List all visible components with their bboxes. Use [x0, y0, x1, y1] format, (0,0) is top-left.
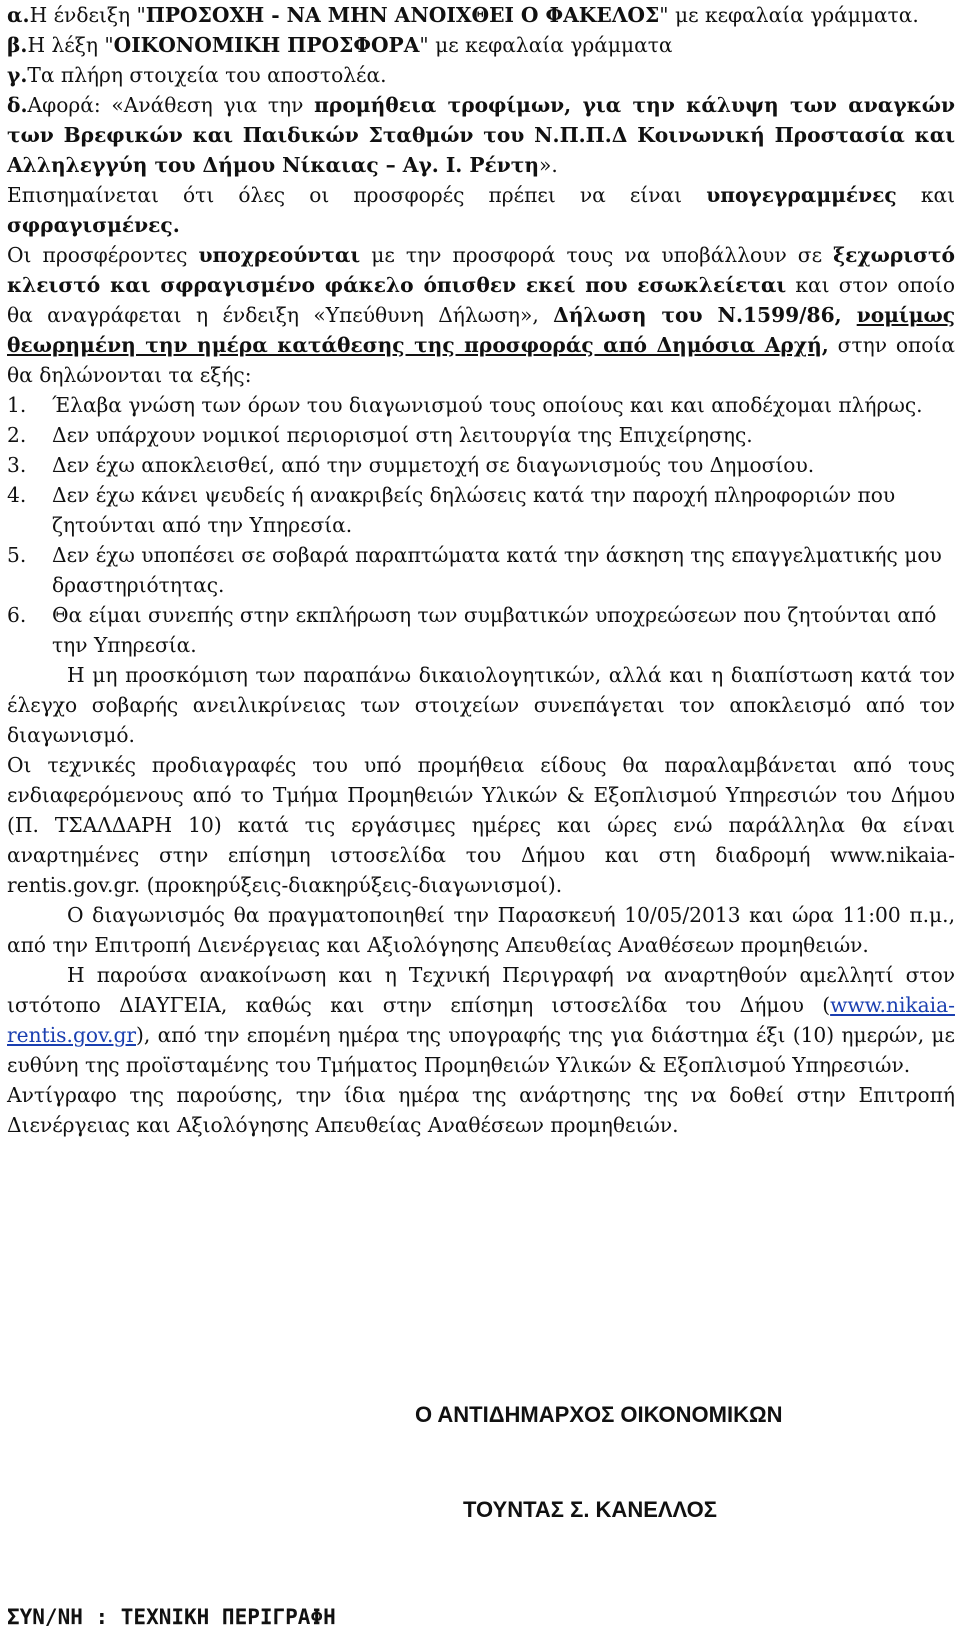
date-paragraph: Ο διαγωνισμός θα πραγματοποιηθεί την Παρασκευή 10/05/2013 και ώρα 11:00 π.μ., από την Επιτροπή Διενέργειας και Αξιολόγησης Απευθείας Αναθέσεων προμηθειών. [7, 903, 955, 957]
list-text: Δεν υπάρχουν νομικοί περιορισμοί στη λειτουργία της Επιχείρησης. [52, 423, 753, 447]
bold-run: , [821, 333, 829, 357]
list-number: 1. [7, 393, 27, 417]
signature-notice [7, 180, 955, 240]
list-number: 2. [7, 423, 27, 447]
notice-text: και [896, 183, 955, 207]
list-text: Έλαβα γνώση των όρων του διαγωνισμού τους οποίους και και αποδέχομαι πλήρως. [52, 393, 923, 417]
item-label: α. [7, 3, 30, 27]
list-number: 5. [7, 543, 27, 567]
item-bold-text: ΟΙΚΟΝΟΜΙΚΗ ΠΡΟΣΦΟΡΑ [113, 33, 420, 57]
item-text: " με κεφαλαία γράμματα [419, 33, 673, 57]
item-label: δ. [7, 93, 28, 117]
text-run: στην οποία θα δηλώνονται τα εξής: [7, 333, 955, 387]
declarations-list [7, 390, 955, 660]
specs-paragraph: Οι τεχνικές προδιαγραφές του υπό προμήθεια είδους θα παραλαμβάνεται από τους ενδιαφερόμενους από το Τμήμα Προμηθειών Υλικών & Εξοπλισμού Υπηρεσιών του Δήμου (Π. ΤΣΑΛΔΑΡΗ 10) κατά τις εργάσιμες ημέρες και ώρες ενώ παράλληλα θα είναι αναρτημένες στην επίσημη ιστοσελίδα του Δήμου και στη διαδρομή www.nikaia-rentis.gov.gr. (προκηρύξεις-διακηρύξεις-διαγωνισμοί). [7, 753, 955, 897]
list-item [7, 390, 955, 420]
list-item [7, 540, 955, 600]
non-submission-paragraph: Η μη προσκόμιση των παραπάνω δικαιολογητικών, αλλά και η διαπίστωση κατά τον έλεγχο σοβαρής ανειλικρίνειας των στοιχείων συνεπάγεται τον αποκλεισμό από τον διαγωνισμό. [7, 663, 955, 747]
text-run: Η παρούσα ανακοίνωση και η Τεχνική Περιγραφή να αναρτηθούν αμελλητί στον ιστότοπο ΔΙΑΥΓΕΙΑ, καθώς και στην επίσημη ιστοσελίδα του Δήμου ( [7, 963, 955, 1017]
list-number: 6. [7, 603, 27, 627]
bold-run: ξεχωριστό κλειστό και σφραγισμένο φάκελο όπισθεν εκεί που εσωκλείεται [7, 243, 955, 297]
text-run: και στον οποίο θα αναγράφεται η ένδειξη «Υπεύθυνη Δήλωση», [7, 273, 956, 327]
list-text: Θα είμαι συνεπής στην εκπλήρωση των συμβατικών υποχρεώσεων που ζητούνται από την Υπηρεσία. [52, 603, 937, 657]
item-text: Η ένδειξη " [29, 3, 146, 27]
envelope-item-d [7, 90, 955, 180]
attachment-note: ΣΥΝ/ΝΗ : ΤΕΧΝΙΚΗ ΠΕΡΙΓΡΑΦΗ [7, 1605, 336, 1629]
posting-paragraph [7, 960, 955, 1080]
item-bold-text: ΠΡΟΣΟΧΗ - ΝΑ ΜΗΝ ΑΝΟΙΧΘΕΙ Ο ΦΑΚΕΛΟΣ [145, 3, 660, 27]
website-link[interactable]: www.nikaia-rentis.gov.gr [7, 993, 955, 1047]
item-text: Η λέξη " [27, 33, 114, 57]
list-item [7, 450, 955, 480]
bold-run: υποχρεούνται [198, 243, 361, 267]
list-item [7, 600, 955, 660]
bold-run: Δήλωση του Ν.1599/86, [553, 303, 857, 327]
item-text: " με κεφαλαία γράμματα. [659, 3, 919, 27]
item-text: Τα πλήρη στοιχεία του αποστολέα. [27, 63, 387, 87]
notice-bold-text: υπογεγραμμένες [706, 183, 897, 207]
item-text: ». [539, 153, 558, 177]
envelope-item-a [7, 0, 955, 30]
text-run: Οι προσφέροντες [7, 243, 199, 267]
signatory-title: Ο ΑΝΤΙΔΗΜΑΡΧΟΣ ΟΙΚΟΝΟΜΙΚΩΝ [415, 1402, 783, 1427]
text-run: ), από την επομένη ημέρα της υπογραφής της για διάστημα έξι (10) ημερών, με ευθύνη της προϊσταμένης του Τμήματος Προμηθειών Υλικών & Εξοπλισμού Υπηρεσιών. [7, 1023, 955, 1077]
copy-paragraph: Αντίγραφο της παρούσης, την ίδια ημέρα της ανάρτησης της να δοθεί στην Επιτροπή Διενέργειας και Αξιολόγησης Απευθείας Αναθέσεων προμηθειών. [7, 1083, 955, 1137]
item-text: Αφορά: «Ανάθεση για την [27, 93, 315, 117]
text-run: με την προσφορά τους να υποβάλλουν σε [360, 243, 834, 267]
envelope-item-c [7, 60, 955, 90]
list-number: 3. [7, 453, 27, 477]
obligation-paragraph [7, 240, 955, 390]
notice-bold-text: σφραγισμένες. [7, 213, 180, 237]
item-bold-text: προμήθεια τροφίμων, για την κάλυψη των αναγκών των Βρεφικών και Παιδικών Σταθμών του Ν.Π.Π.Δ Κοινωνική Προστασία και Αλληλεγγύη του Δήμου Νίκαιας – Αγ. Ι. Ρέντη [7, 93, 955, 177]
list-text: Δεν έχω αποκλεισθεί, από την συμμετοχή σε διαγωνισμούς του Δημοσίου. [52, 453, 815, 477]
notice-text: Επισημαίνεται ότι όλες οι προσφορές πρέπει να είναι [7, 183, 707, 207]
envelope-item-b [7, 30, 955, 60]
signatory-name: ΤΟΥΝΤΑΣ Σ. ΚΑΝΕΛΛΟΣ [463, 1497, 717, 1522]
list-text: Δεν έχω υποπέσει σε σοβαρά παραπτώματα κατά την άσκηση της επαγγελματικής μου δραστηριότητας. [52, 543, 942, 597]
list-number: 4. [7, 483, 27, 507]
item-label: β. [7, 33, 28, 57]
item-label: γ. [7, 63, 28, 87]
list-item [7, 420, 955, 450]
list-item [7, 480, 955, 540]
list-text: Δεν έχω κάνει ψευδείς ή ανακριβείς δηλώσεις κατά την παροχή πληροφοριών που ζητούνται από την Υπηρεσία. [52, 483, 896, 537]
bold-underlined-run: νομίμως θεωρημένη την ημέρα κατάθεσης της προσφοράς από Δημόσια Αρχή [7, 303, 955, 357]
